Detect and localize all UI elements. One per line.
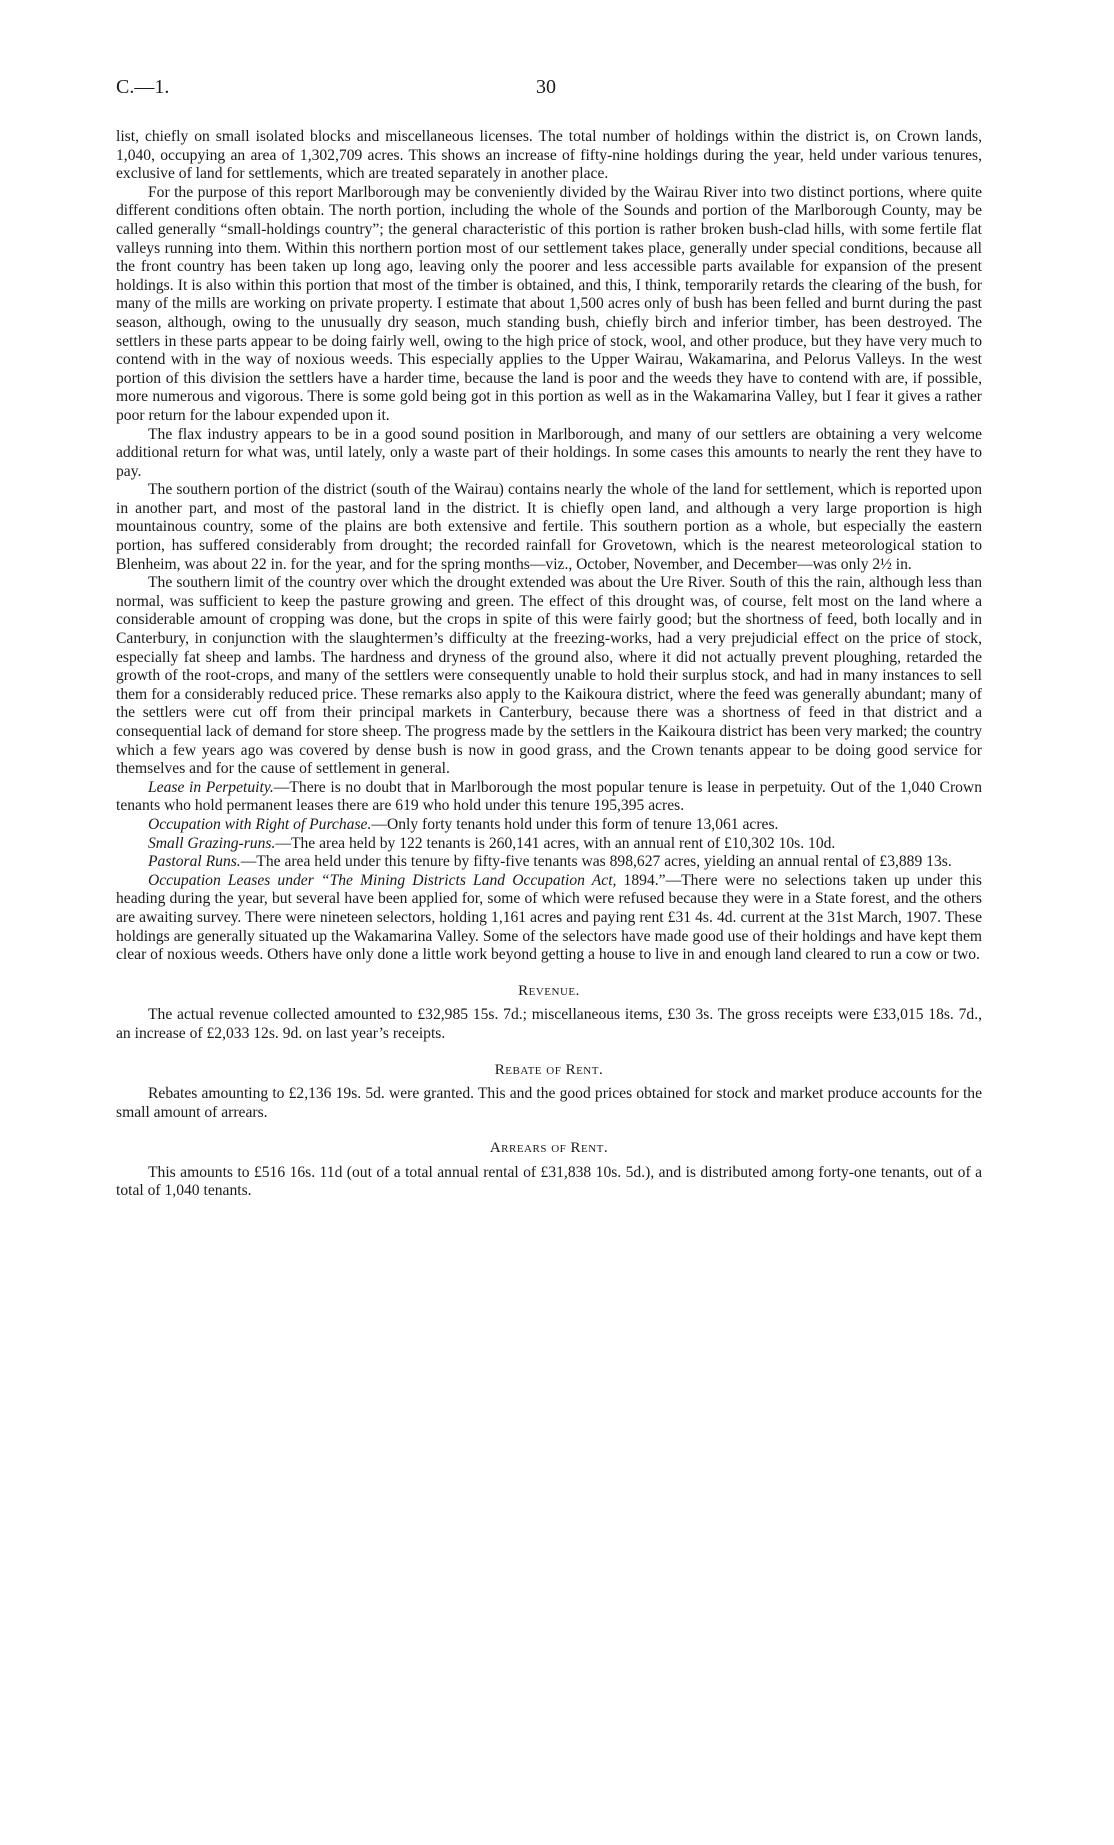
section-heading-revenue: Revenue. bbox=[518, 982, 580, 999]
tenure-occupation-leases bbox=[116, 872, 982, 965]
act-title: “The Mining Districts Land Occupation Act, bbox=[320, 871, 617, 889]
paragraph-arrears: This amounts to £516 16s. 11d (out of a total annual rental of £31,838 10s. 5d.), and is distributed among forty-one tenants, out of a total of 1,040 tenants. bbox=[116, 1163, 982, 1200]
tenure-text: —The area held by 122 tenants is 260,141 acres, with an annual rent of £10,302 10s. 10d. bbox=[275, 834, 836, 852]
page-number: 30 bbox=[536, 76, 556, 98]
tenure-pastoral-runs bbox=[116, 853, 982, 872]
section-heading-arrears: Arrears of Rent. bbox=[489, 1140, 609, 1157]
paragraph-rebate: Rebates amounting to £2,136 19s. 5d. were granted. This and the good prices obtained for stock and market produce accounts for the small amount of arrears. bbox=[116, 1085, 982, 1121]
tenure-small-grazing-runs bbox=[116, 835, 982, 854]
tenure-label: Occupation with Right of Purchase. bbox=[148, 815, 372, 833]
section-heading-rebate: Rebate of Rent. bbox=[494, 1061, 604, 1078]
tenure-label: Small Grazing-runs. bbox=[148, 834, 276, 852]
tenure-lease-in-perpetuity bbox=[116, 779, 982, 816]
paragraph-divisions: For the purpose of this report Marlborough may be conveniently divided by the Wairau River into two distinct portions, where quite different conditions often obtain. The north portion, including the whole of the Sounds and portion of the Marlborough County, may be called generally “small-holdings country”; the general characteristic of this portion is rather broken bush-clad hills, with some fertile flat valleys running into them. Within this northern portion most of our settlement takes place, generally under special conditions, because all the front country has been taken up long ago, leaving only the poorer and less accessible parts available for expansion of the present holdings. It is also within this portion that most of the timber is obtained, and this, I think, temporarily retards the clearing of the bush, for many of the mills are working on private property. I estimate that about 1,500 acres only of bush has been felled and burnt during the past season, although, owing to the unusually dry season, much standing bush, chiefly birch and inferior timber, has been destroyed. The settlers in these parts appear to be doing fairly well, owing to the high price of stock, wool, and other produce, but they have very much to contend with in the way of noxious weeds. This especially applies to the Upper Wairau, Wakamarina, and Pelorus Valleys. In the west portion of this division the settlers have a harder time, because the land is poor and the weeds they have to contend with are, if possible, more numerous and vigorous. There is some gold being got in this portion as well as in the Wakamarina Valley, but I fear it gives a rather poor return for the labour expended upon it. bbox=[116, 183, 982, 424]
tenure-label: Lease in Perpetuity. bbox=[148, 778, 274, 796]
page-header bbox=[116, 76, 976, 106]
paragraph-revenue: The actual revenue collected amounted to £32,985 15s. 7d.; miscellaneous items, £30 3s. The gross receipts were £33,015 18s. 7d., an increase of £2,033 12s. 9d. on last year’s receipts. bbox=[116, 1006, 982, 1042]
tenure-label: Pastoral Runs. bbox=[148, 853, 241, 871]
page-body bbox=[116, 128, 982, 1201]
document-reference: C.—1. bbox=[116, 76, 170, 98]
tenure-text: —Only forty tenants hold under this form of tenure 13,061 acres. bbox=[371, 815, 779, 833]
tenure-label: Occupation Leases under bbox=[148, 871, 314, 889]
paragraph-drought: The southern limit of the country over which the drought extended was about the Ure River. South of this the rain, although less than normal, was sufficient to keep the pasture growing and green. The effect of this drought was, of course, felt most on the land where a considerable amount of cropping was done, but the crops in spite of this were fairly good; but the shortness of feed, both locally and in Canterbury, in conjunction with the slaughtermen’s difficulty at the freezing-works, had a very prejudicial effect on the price of stock, especially fat sheep and lambs. The hardness and dryness of the ground also, where it did not actually prevent ploughing, retarded the growth of the root-crops, and many of the settlers were consequently unable to hold their surplus stock, and had in many instances to sell them for a considerably reduced price. These remarks also apply to the Kaikoura district, where the feed was generally abundant; many of the settlers were cut off from their principal markets in Canterbury, because there was a shortness of feed in that district and a consequential lack of demand for store sheep. The progress made by the settlers in the Kaikoura district has been very marked; the country which a few years ago was covered by dense bush is now in good grass, and the Crown tenants appear to be doing good service for themselves and for the cause of settlement in general. bbox=[116, 574, 982, 778]
tenure-text: —The area held under this tenure by fifty-five tenants was 898,627 acres, yielding an annual rental of £3,889 13s. bbox=[240, 853, 952, 871]
paragraph-southern-portion: The southern portion of the district (south of the Wairau) contains nearly the whole of the land for settlement, which is reported upon in another part, and most of the pastoral land in the district. It is chiefly open land, and although a very large proportion is high mountainous country, some of the plains are both extensive and fertile. This southern portion as a whole, but especially the eastern portion, has suffered considerably from drought; the recorded rainfall for Grovetown, which is the nearest meteorological station to Blenheim, was about 22 in. for the year, and for the spring months—viz., October, November, and December—was only 2½ in. bbox=[116, 481, 982, 573]
act-year: 1894.” bbox=[616, 871, 666, 889]
tenure-occupation-right-of-purchase bbox=[116, 816, 982, 835]
tenure-text: —There were no selections taken up under this heading during the year, but several have been applied for, some of which were refused because they were in a State forest, and the others are awaiting survey. There were nineteen selectors, holding 1,161 acres and paying rent £31 4s. 4d. current at the 31st March, 1907. These holdings are generally situated up the Wakamarina Valley. Some of the selectors have made good use of their holdings and have kept them clear of noxious weeds. Others have only done a little work beyond getting a house to live in and enough land cleared to run a cow or two. bbox=[116, 871, 982, 964]
paragraph-flax: The flax industry appears to be in a good sound position in Marlborough, and many of our settlers are obtaining a very welcome additional return for what was, until lately, only a waste part of their holdings. In some cases this amounts to nearly the rent they have to pay. bbox=[116, 425, 982, 480]
paragraph-continued: list, chiefly on small isolated blocks and miscellaneous licenses. The total number of holdings within the district is, on Crown lands, 1,040, occupying an area of 1,302,709 acres. This shows an increase of fifty-nine holdings during the year, held under various tenures, exclusive of land for settlements, which are treated separately in another place. bbox=[116, 128, 982, 183]
tenure-text: —There is no doubt that in Marlborough the most popular tenure is lease in perpetuity. Out of the 1,040 Crown tenants who hold permanent leases there are 619 who hold under this tenure 195,395 acres. bbox=[116, 778, 982, 815]
